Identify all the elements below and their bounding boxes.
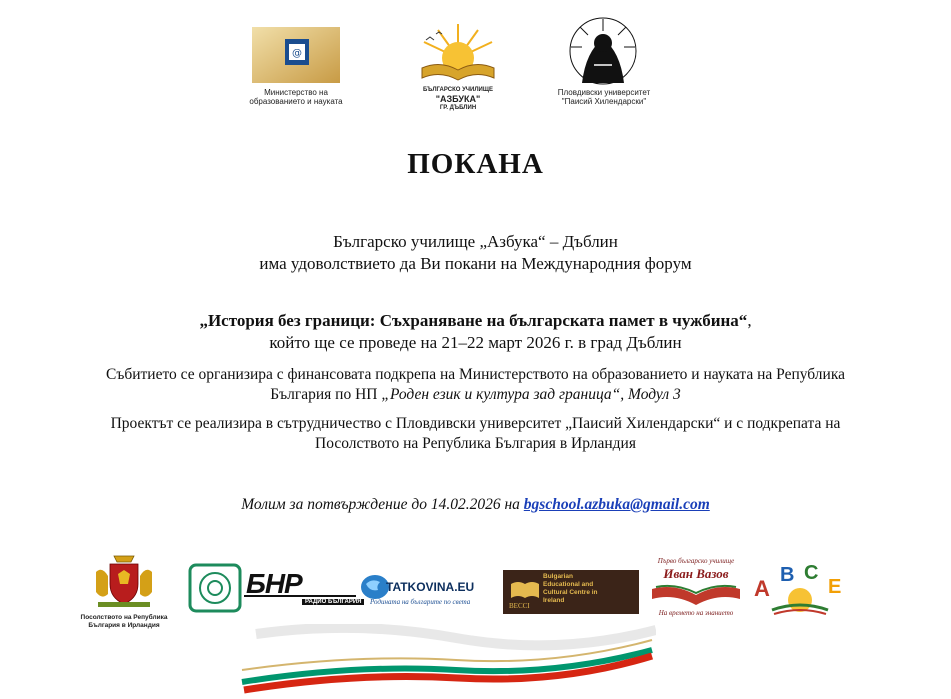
page-title: ПОКАНА [407, 148, 544, 180]
school-azbuka-label: БЪЛГАРСКО УЧИЛИЩЕ "АЗБУКА" ГР. ДЪБЛИН [423, 87, 493, 111]
vazov-line-3: На времето на знанието [658, 609, 734, 617]
coat-of-arms-icon [92, 550, 156, 610]
bnr-sub: РАДИО БЪЛГАРИЯ [302, 599, 364, 605]
abc-letter-a: A [754, 576, 770, 601]
svg-text:@: @ [292, 48, 302, 59]
ministry-logo [252, 27, 340, 83]
forum-date: който ще се проведе на 21–22 март 2026 г. в град Дъблин [269, 333, 682, 352]
vazov-line-1: Първо българско училище [657, 557, 735, 565]
intro-line-2: има удоволствието да Ви покани на Международния форум [259, 254, 692, 273]
rsvp-line [0, 496, 951, 514]
becci-text: Bulgarian Educational and Cultural Centre in Ireland [543, 573, 598, 604]
funding-line-2 [0, 386, 951, 404]
university-logo [568, 17, 638, 85]
partnership-line-2: Посолството на Република България в Ирландия [315, 435, 636, 452]
abc-letter-c: C [804, 562, 819, 584]
becci-logo [503, 570, 639, 614]
tatkovina-name: TATKOVINA.EU [386, 580, 475, 594]
flag-wave-decoration [236, 624, 656, 694]
abc-letter-b: B [780, 564, 795, 586]
bnr-name: БНР [246, 568, 302, 599]
vazov-school-logo [648, 557, 744, 619]
forum-title [0, 311, 951, 331]
email-link[interactable]: bgschool.azbuka@gmail.com [523, 496, 710, 513]
intro-line-1: Българско училище „Азбука“ – Дъблин [333, 232, 618, 251]
forum-comma: , [747, 311, 752, 330]
forum-name: „История без граници: Съхраняване на българската памет в чужбина“ [199, 311, 748, 330]
program-name: „Роден език и култура зад граница“, Модул 3 [381, 386, 681, 403]
partnership-line-1: Проектът се реализира в сътрудничество с Пловдивски университет „Паисий Хилендарски“ и с подкрепата на [110, 415, 841, 432]
university-label: Пловдивски университет "Паисий Хилендарски" [557, 88, 651, 106]
becci-abbr: BECCI [509, 602, 530, 610]
abc-letter-e: E [828, 576, 842, 598]
funding-prefix: България по НП [270, 386, 382, 403]
rsvp-text: Молим за потвърждение до 14.02.2026 на [241, 496, 524, 513]
vazov-line-2: Иван Вазов [663, 566, 729, 581]
funding-line-1: Събитието се организира с финансовата подкрепа на Министерството на образованието и науката на Република [106, 366, 845, 383]
embassy-label: Посолството на Република България в Ирландия [80, 614, 168, 629]
ministry-label: Министерство на образованието и науката [249, 88, 343, 106]
tatkovina-slogan: Родината на българите по света [370, 598, 471, 606]
abc-logo [752, 562, 848, 618]
school-azbuka-logo [412, 20, 504, 84]
